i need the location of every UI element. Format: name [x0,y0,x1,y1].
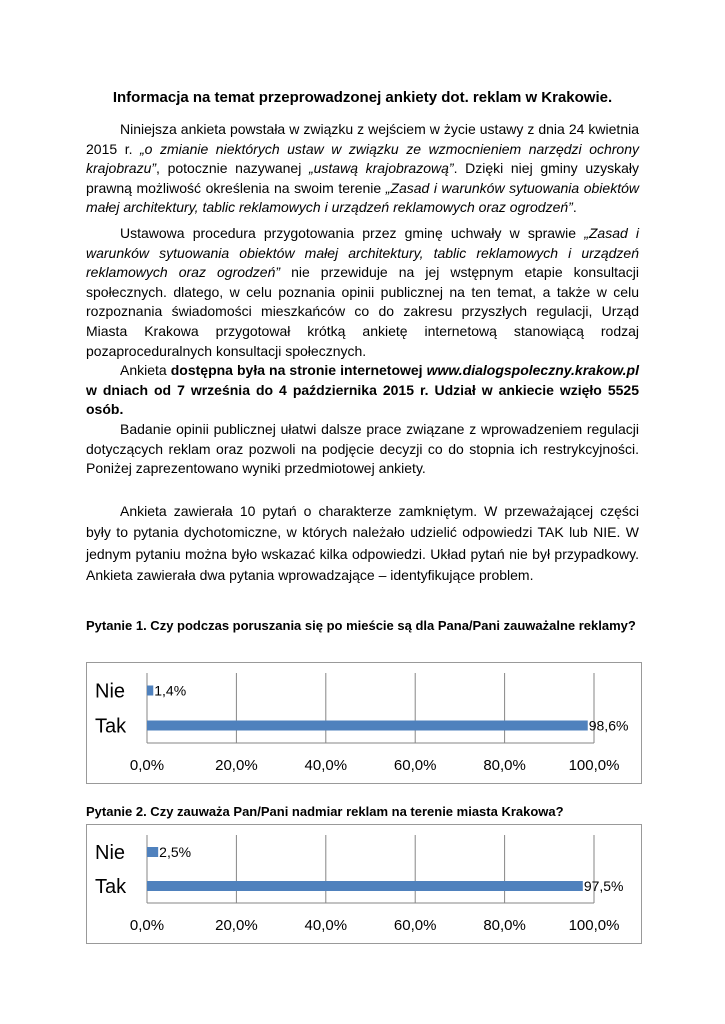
p1-rules-title: „Zasad i warunków sytuowania obiektów małej architektury, tablic reklamowych i urządzeń reklamowych oraz ogrodzeń” [86,179,639,216]
x-tick-label: 80,0% [483,757,526,774]
paragraph-1 [86,120,639,218]
paragraph-2 [86,224,639,361]
chart-1-svg [87,663,641,783]
category-label: Tak [95,715,127,738]
p1-text-g: . [572,199,577,216]
x-tick-label: 60,0% [393,757,437,774]
intro-text-block [86,120,639,587]
x-tick-label: 60,0% [393,917,437,934]
chart-question-1 [86,662,642,784]
bar [147,721,588,731]
data-label: 2,5% [159,844,192,860]
question-2-heading: Pytanie 2. Czy zauważa Pan/Pani nadmiar reklam na terenie miasta Krakowa? [86,804,564,819]
chart-2-svg [87,825,641,943]
bar [147,847,158,857]
p2-rules-title: „Zasad i warunków sytuowania obiektów małej architektury, tablic reklamowych i urządzeń reklamowych oraz ogrodzeń” [86,224,639,281]
category-label: Nie [95,842,126,864]
paragraph-3 [86,361,639,420]
p1-law-title: „o zmianie niektórych ustaw w związku ze wzmocnieniem narzędzi ochrony krajobrazu” [86,140,639,177]
p1-law-nickname: „ustawą krajobrazową” [308,160,454,177]
x-tick-label: 100,0% [568,917,620,934]
data-label: 1,4% [154,682,187,699]
chart-question-2 [86,824,642,944]
paragraph-5: Ankieta zawierała 10 pytań o charakterze zamkniętym. W przeważającej części były to pytania dychotomiczne, w których należało udzielić odpowiedzi TAK lub NIE. W jednym pytaniu można było wskazać kilka odpowiedzi. Układ pytań nie był przypadkowy. Ankieta zawierała dwa pytania wprowadzające – identyfikujące problem. [86,502,639,584]
data-label: 97,5% [583,878,624,894]
p1-text-a: Niniejsza ankieta powstała w związku z wejściem w życie ustawy z dnia 24 kwietnia 2015 r. [86,121,639,157]
category-label: Nie [95,680,126,703]
p2-text-a: Ustawowa procedura przygotowania przez gminę uchwały w sprawie [120,224,585,241]
x-tick-label: 100,0% [568,757,620,774]
x-tick-label: 40,0% [304,917,348,934]
x-tick-label: 80,0% [483,917,526,934]
x-tick-label: 0,0% [129,917,165,934]
data-label: 98,6% [588,717,629,734]
x-tick-label: 20,0% [215,917,258,934]
p3-text-a: Ankieta [120,362,171,379]
question-1-heading: Pytanie 1. Czy podczas poruszania się po mieście są dla Pana/Pani zauważalne reklamy? [86,618,636,633]
bar [147,881,583,891]
x-tick-label: 20,0% [215,757,258,774]
document-title: Informacja na temat przeprowadzonej ankiety dot. reklam w Krakowie. [112,89,613,106]
x-tick-label: 0,0% [129,757,165,774]
p3-text-b: dostępna była na stronie internetowej [170,362,427,379]
x-tick-label: 40,0% [304,757,348,774]
p3-text-d: w dniach od 7 września do 4 października 2015 r. Udział w ankiecie wzięło 5525 osób. [86,381,639,418]
p1-text-e: . Dzięki niej gminy uzyskały prawną możliwość określenia na swoim terenie [86,160,640,196]
survey-url: www.dialogspoleczny.krakow.pl [426,362,639,379]
category-label: Tak [95,876,127,898]
p1-text-c: , potocznie nazywanej [156,160,309,177]
paragraph-4: Badanie opinii publicznej ułatwi dalsze prace związane z wprowadzeniem regulacji dotyczących reklam oraz pozwoli na podjęcie decyzji co do stopnia ich restrykcyjności. Poniżej zaprezentowano wyniki przedmiotowej ankiety. [86,420,639,477]
p2-text-c: nie przewiduje na jej wstępnym etapie konsultacji społecznych. dlatego, w celu poznania opinii publicznej na ten temat, a także w celu rozpoznania świadomości mieszkańców co do zakresu przyszłych regulacji, Urząd Miasta Krakowa przygotował krótką ankietę internetową stanowiącą rodzaj pozaproceduralnych konsultacji społecznych. [86,264,639,359]
bar [147,686,153,696]
